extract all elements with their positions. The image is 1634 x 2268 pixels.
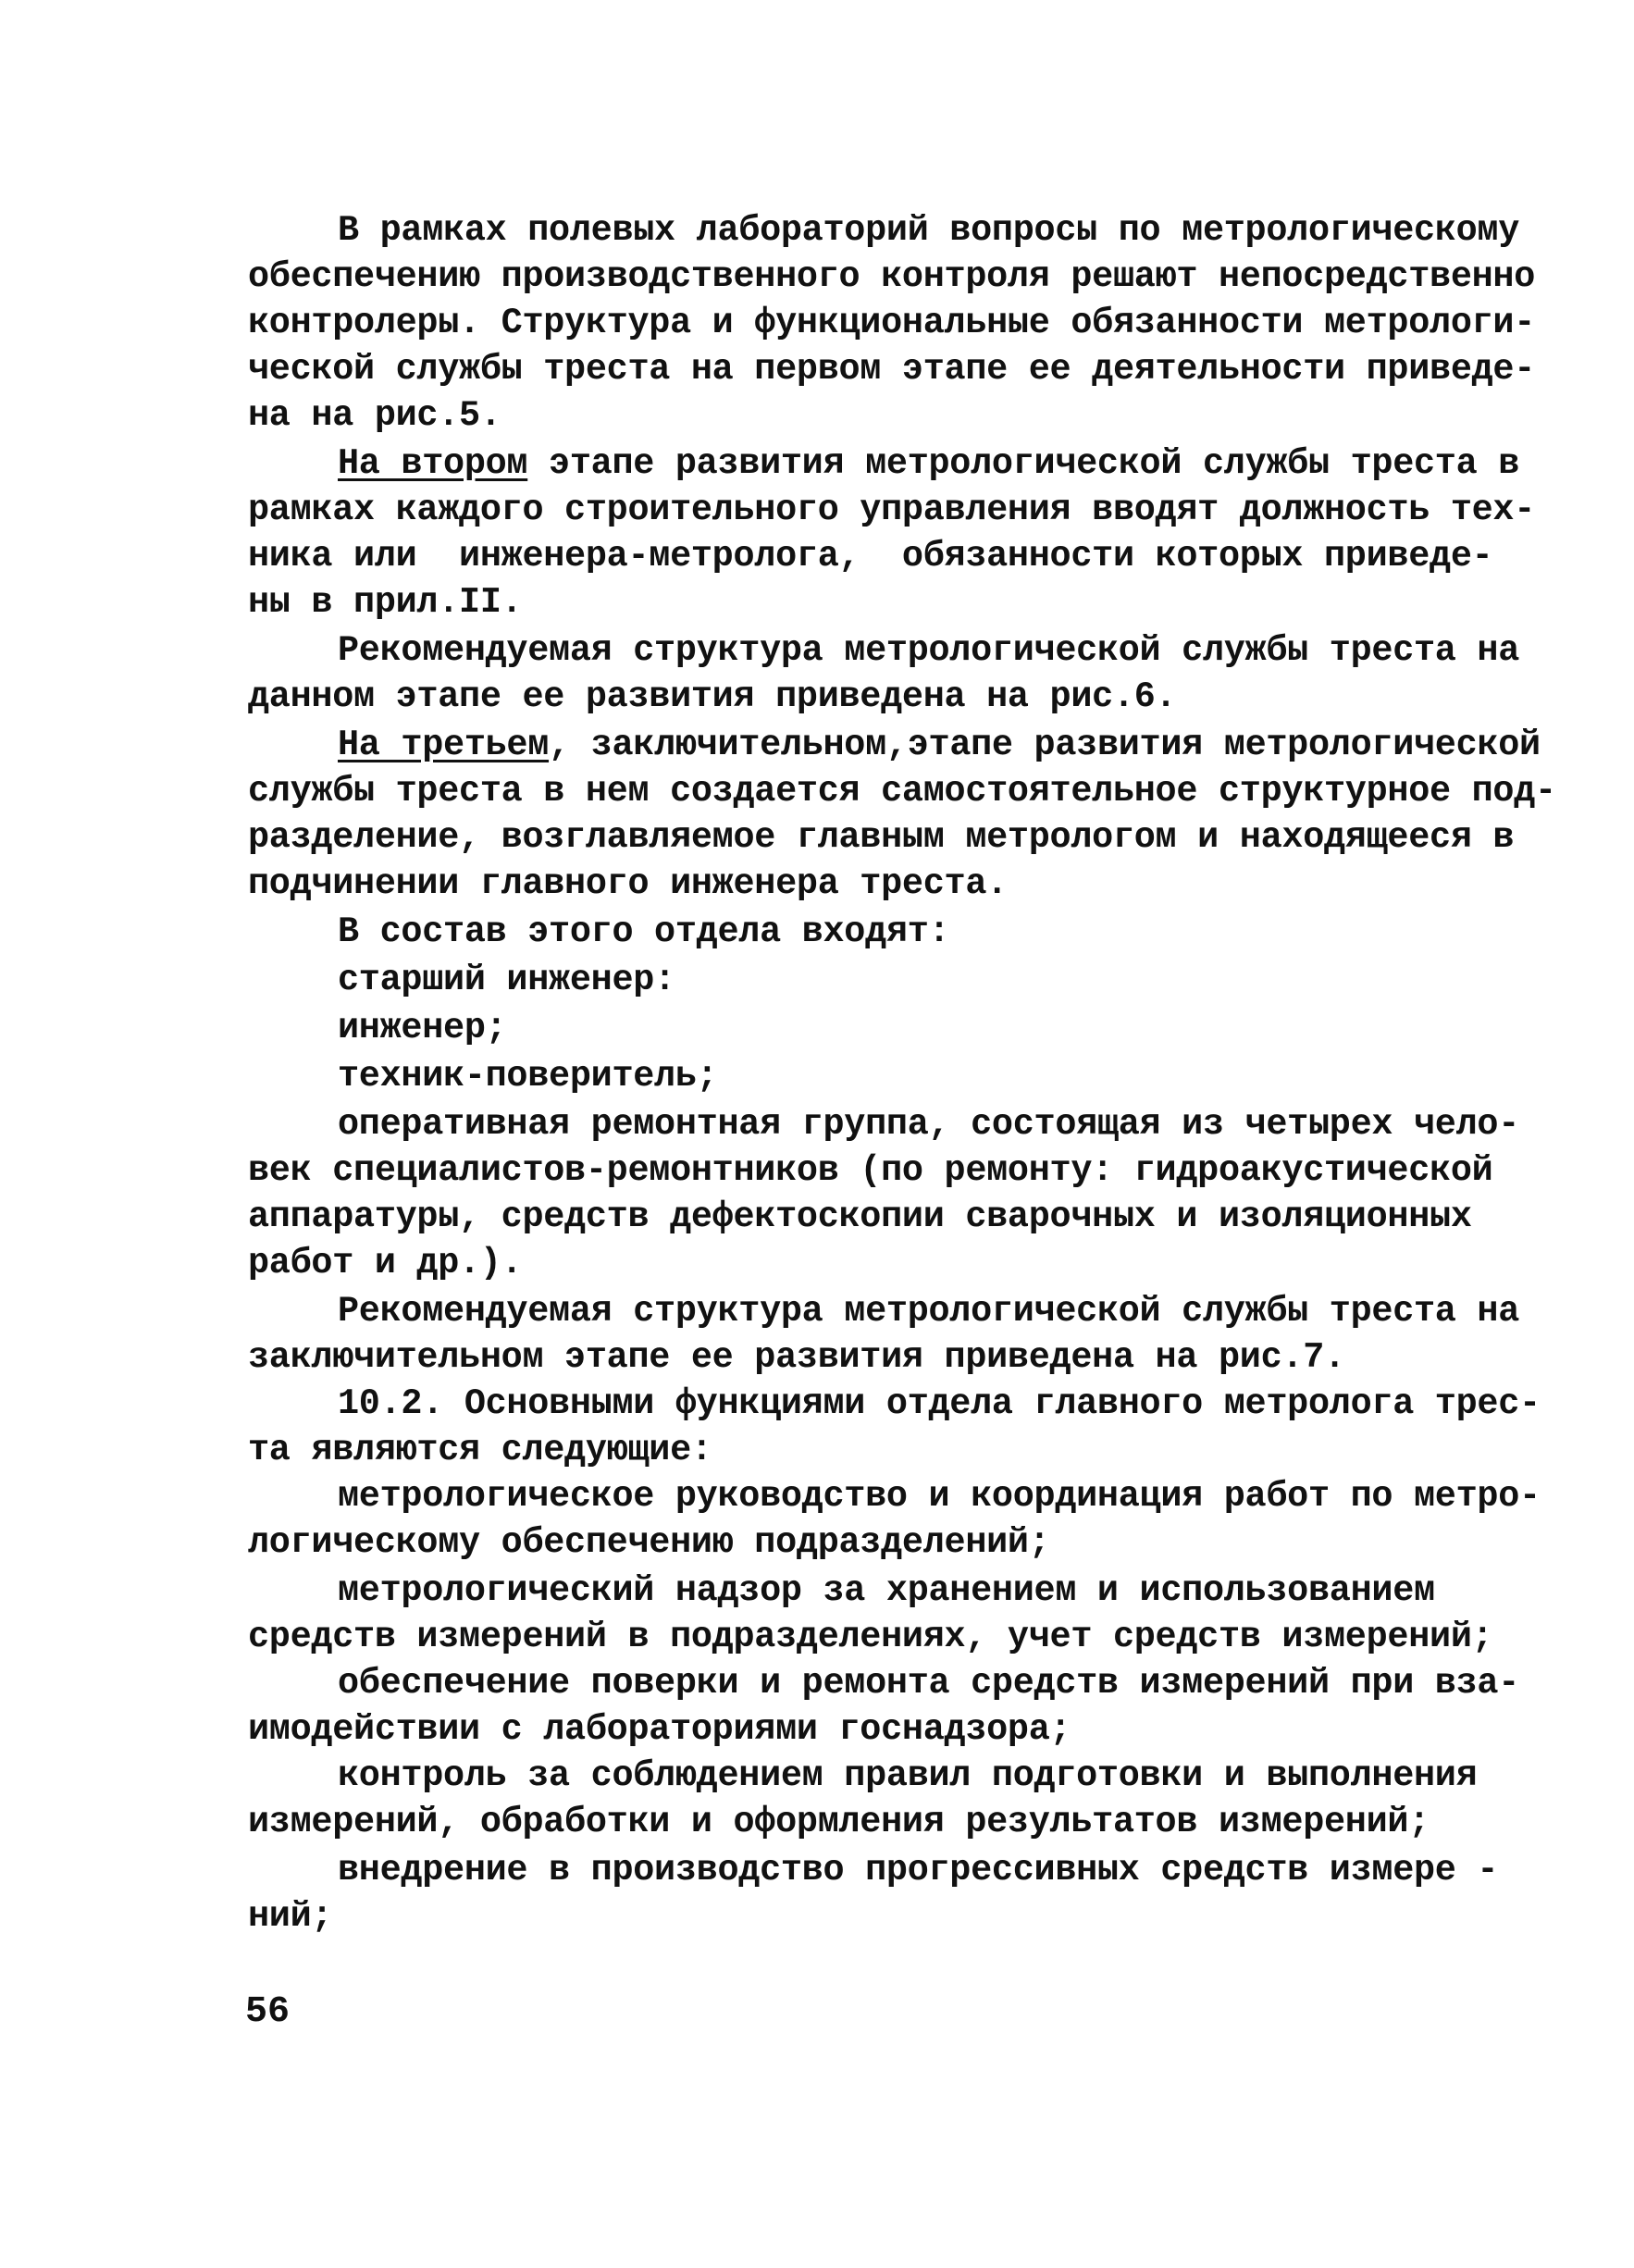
text-line: имодействии с лабораториями госнадзора; <box>248 1709 1071 1750</box>
list-item: оперативная ремонтная группа, состоящая из четырех чело- <box>338 1104 1520 1145</box>
underlined-phrase: На втором <box>338 443 528 484</box>
text-line: аппаратуры, средств дефектоскопии сварочных и изоляционных <box>248 1196 1472 1237</box>
text-line: на на рис.5. <box>248 395 501 436</box>
list-item: техник-поверитель; <box>338 1056 718 1097</box>
list-item: обеспечение поверки и ремонта средств измерений при вза- <box>338 1663 1520 1704</box>
list-item: инженер; <box>338 1008 507 1048</box>
text-line: заключительном этапе ее развития приведена на рис.7. <box>248 1337 1345 1378</box>
list-item: внедрение в производство прогрессивных средств измере - <box>338 1850 1499 1890</box>
text-line: та являются следующие: <box>248 1430 712 1470</box>
text-line: В рамках полевых лабораторий вопросы по метрологическому <box>338 210 1520 251</box>
list-item: контроль за соблюдением правил подготовки и выполнения <box>338 1755 1478 1796</box>
text-line: службы треста в нем создается самостоятельное структурное под- <box>248 771 1556 812</box>
text-line: логическому обеспечению подразделений; <box>248 1522 1050 1563</box>
text-line <box>338 724 1541 766</box>
text-line: В состав этого отдела входят: <box>338 911 950 952</box>
text-line: обеспечению производственного контроля решают непосредственно <box>248 256 1536 297</box>
text-line: контролеры. Структура и функциональные обязанности метрологи- <box>248 303 1536 343</box>
text-line: Рекомендуемая структура метрологической службы треста на <box>338 630 1520 671</box>
text-line: век специалистов-ремонтников (по ремонту: гидроакустической <box>248 1150 1493 1191</box>
list-item: метрологический надзор за хранением и использованием <box>338 1570 1435 1611</box>
list-item: метрологическое руководство и координация работ по метро- <box>338 1476 1541 1517</box>
text-line: средств измерений в подразделениях, учет средств измерений; <box>248 1617 1493 1657</box>
text-line: измерений, обработки и оформления результатов измерений; <box>248 1802 1430 1842</box>
text-line: 10.2. Основными функциями отдела главного метролога трес- <box>338 1383 1541 1424</box>
page-number: 56 <box>245 1991 291 2033</box>
text-line: ника или инженера-метролога, обязанности которых приведе- <box>248 536 1493 576</box>
text-line: рамках каждого строительного управления вводят должность тех- <box>248 490 1536 530</box>
text-span: , заключительном,этапе развития метрологической <box>549 725 1541 765</box>
text-line: ний; <box>248 1896 333 1937</box>
text-line: ческой службы треста на первом этапе ее деятельности приведе- <box>248 349 1536 390</box>
list-item: старший инженер: <box>338 960 675 1000</box>
text-line: разделение, возглавляемое главным метрологом и находящееся в <box>248 817 1515 858</box>
text-line: работ и др.). <box>248 1243 523 1283</box>
text-line: подчинении главного инженера треста. <box>248 863 1008 904</box>
text-line: Рекомендуемая структура метрологической службы треста на <box>338 1291 1520 1332</box>
underlined-phrase: На третьем <box>338 725 550 765</box>
text-line: ны в прил.II. <box>248 582 523 623</box>
text-line <box>338 442 1519 485</box>
text-span: этапе развития метрологической службы треста в <box>527 443 1520 484</box>
text-line: данном этапе ее развития приведена на рис.6. <box>248 676 1177 717</box>
